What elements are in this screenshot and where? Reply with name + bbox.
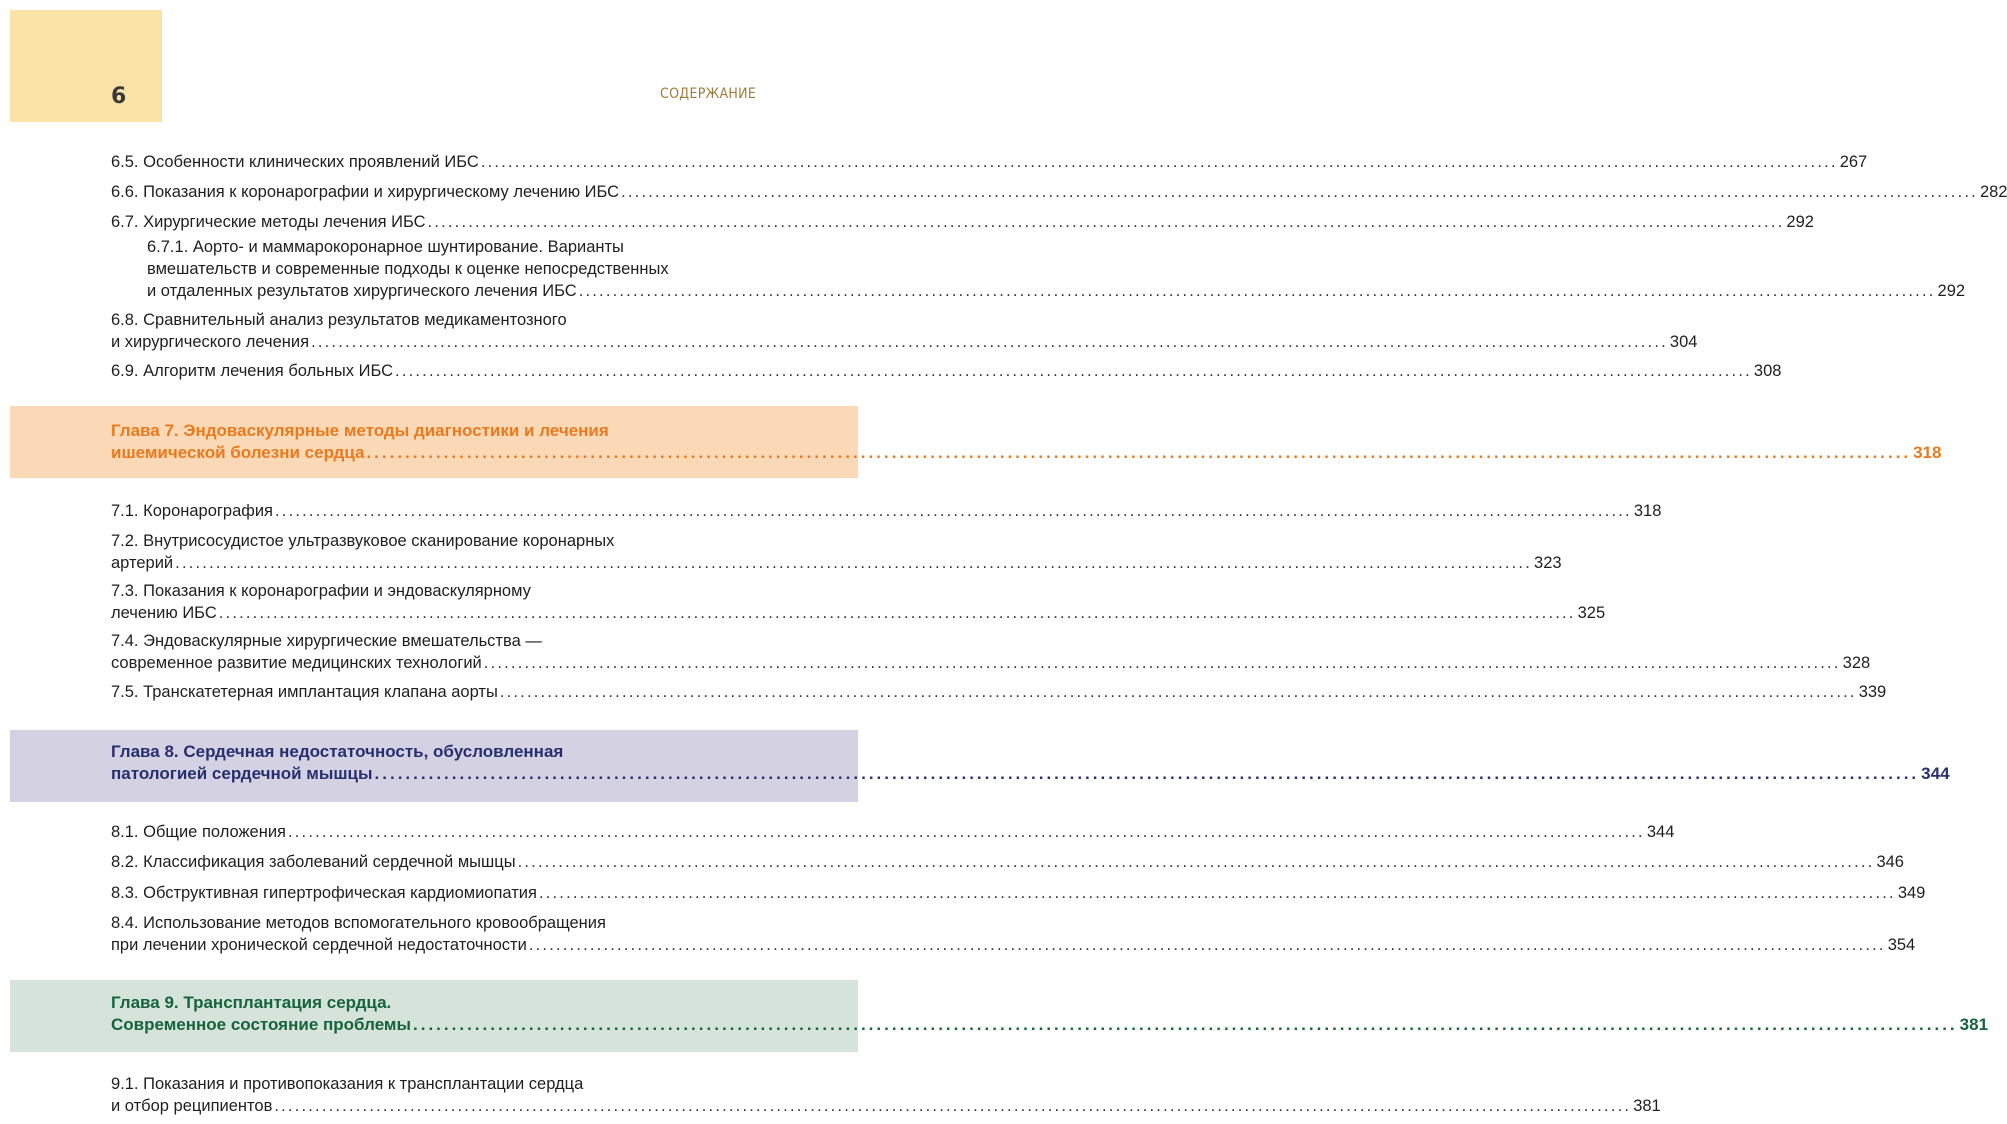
toc-line <box>111 681 1887 703</box>
page-ref: 344 <box>1646 823 1675 841</box>
toc-line <box>111 741 748 763</box>
toc-line-text: и хирургического лечения <box>111 333 310 351</box>
leader-dots: ........................................................................................................................................................................................................ <box>274 1097 1632 1115</box>
toc-line-text: 8.2. Классификация заболеваний сердечной мышцы <box>111 853 516 871</box>
page-ref: 328 <box>1842 654 1871 672</box>
leader-dots: ........................................................................................................................................................................................................ <box>287 823 1645 841</box>
toc-line <box>111 151 1868 173</box>
page-number: 6 <box>111 84 127 109</box>
leader-dots: ........................................................................................................................................................................................................ <box>578 282 1936 300</box>
toc-line-text: 8.3. Обструктивная гипертрофическая кардиомиопатия <box>111 884 537 902</box>
toc-line <box>111 992 748 1014</box>
toc-line-text: современное развитие медицинских технологий <box>111 654 482 672</box>
toc-line-text: Глава 8. Сердечная недостаточность, обусловленная <box>111 742 564 761</box>
page-ref: 344 <box>1921 764 1950 783</box>
running-head: СОДЕРЖАНИЕ <box>660 86 757 102</box>
toc-line-text: ишемической болезни сердца <box>111 443 365 462</box>
toc-line <box>111 211 1814 233</box>
toc-line <box>147 236 750 258</box>
toc-line <box>111 882 1926 904</box>
toc-line-text: 6.9. Алгоритм лечения больных ИБС <box>111 362 394 380</box>
leader-dots: ........................................................................................................................................................................................................ <box>517 853 1875 871</box>
toc-line-text: 6.7. Хирургические методы лечения ИБС <box>111 213 426 231</box>
page-ref: 308 <box>1753 362 1782 380</box>
toc-line-text: и отбор реципиентов <box>111 1097 273 1115</box>
toc-line <box>111 630 750 652</box>
toc-line-text: и отдаленных результатов хирургического лечения ИБС <box>147 282 577 300</box>
leader-dots: ........................................................................................................................................................................................................ <box>528 936 1886 954</box>
page-ref: 318 <box>1913 443 1942 462</box>
leader-dots: ........................................................................................................................................................................................................ <box>218 604 1576 622</box>
toc-entry-7-3[interactable] <box>111 580 1606 624</box>
page-ref: 346 <box>1876 853 1904 871</box>
leader-dots: ........................................................................................................................................................................................................ <box>366 443 1912 462</box>
toc-line-text: артерий <box>111 554 174 572</box>
page-ref: 339 <box>1858 683 1887 701</box>
leader-dots: ........................................................................................................................................................................................................ <box>374 764 1920 783</box>
chapter-7-title[interactable] <box>111 420 1942 464</box>
leader-dots: ........................................................................................................................................................................................................ <box>538 884 1896 902</box>
page-ref: 318 <box>1633 502 1662 520</box>
toc-entry-6-5[interactable] <box>111 151 1868 173</box>
toc-line <box>111 763 1950 785</box>
toc-line-text: 8.1. Общие положения <box>111 823 286 841</box>
toc-line <box>111 851 1904 873</box>
toc-line <box>111 1014 1989 1036</box>
toc-line <box>111 181 2007 203</box>
toc-entry-7-4[interactable] <box>111 630 1871 674</box>
toc-line <box>111 442 1942 464</box>
toc-line <box>111 500 1662 522</box>
chapter-7-heading <box>10 406 1942 478</box>
toc-line-text: 6.8. Сравнительный анализ результатов медикаментозного <box>111 311 567 329</box>
toc-line <box>111 552 1562 574</box>
toc-line-text: лечению ИБС <box>111 604 217 622</box>
toc-line-text: Глава 9. Трансплантация сердца. <box>111 993 392 1012</box>
toc-line <box>111 420 748 442</box>
toc-line <box>111 912 750 934</box>
toc-line <box>147 258 750 280</box>
page-ref: 381 <box>1633 1097 1661 1115</box>
chapter-9-title[interactable] <box>111 992 1989 1036</box>
leader-dots: ........................................................................................................................................................................................................ <box>311 333 1668 351</box>
toc-line-text: 9.1. Показания и противопоказания к трансплантации сердца <box>111 1075 584 1093</box>
page-ref: 292 <box>1937 282 1966 300</box>
toc-line-text: 7.3. Показания к коронарографии и эндоваскулярному <box>111 582 531 600</box>
leader-dots: ........................................................................................................................................................................................................ <box>395 362 1752 380</box>
toc-line-text: 6.5. Особенности клинических проявлений ИБС <box>111 153 479 171</box>
toc-line <box>111 652 1871 674</box>
page-ref: 304 <box>1669 333 1698 351</box>
toc-line-text: 7.1. Коронарография <box>111 502 273 520</box>
toc-entry-7-2[interactable] <box>111 530 1562 574</box>
toc-entry-6-7[interactable] <box>111 211 1814 233</box>
toc-line-text: 8.4. Использование методов вспомогательного кровообращения <box>111 914 606 932</box>
toc-line <box>111 1073 750 1095</box>
leader-dots: ........................................................................................................................................................................................................ <box>175 554 1533 572</box>
toc-line-text: вмешательств и современные подходы к оценке непосредственных <box>147 260 669 278</box>
leader-dots: ........................................................................................................................................................................................................ <box>483 654 1841 672</box>
toc-line-text: 7.5. Транскатетерная имплантация клапана аорты <box>111 683 498 701</box>
page-ref: 267 <box>1839 153 1868 171</box>
toc-entry-8-4[interactable] <box>111 912 1916 956</box>
toc-line-text: патологией сердечной мышцы <box>111 764 373 783</box>
toc-entry-8-2[interactable] <box>111 851 1904 873</box>
page-ref: 282 <box>1979 183 2007 201</box>
toc-line <box>111 934 1916 956</box>
toc-line-text: Современное состояние проблемы <box>111 1015 412 1034</box>
toc-line-text: при лечении хронической сердечной недостаточности <box>111 936 527 954</box>
leader-dots: ........................................................................................................................................................................................................ <box>621 183 1978 201</box>
chapter-8-title[interactable] <box>111 741 1950 785</box>
chapter-9-heading <box>10 980 1989 1052</box>
toc-line-text: 6.6. Показания к коронарографии и хирургическому лечению ИБС <box>111 183 620 201</box>
toc-line <box>111 530 750 552</box>
toc-line <box>111 309 750 331</box>
toc-line <box>111 602 1606 624</box>
toc-entry-6-8[interactable] <box>111 309 1698 353</box>
page-ref: 354 <box>1887 936 1916 954</box>
page-number-box <box>10 10 162 122</box>
page-ref: 323 <box>1534 554 1562 572</box>
chapter-8-heading <box>10 730 1950 802</box>
toc-entry-9-1[interactable] <box>111 1073 1661 1117</box>
toc-entry-8-1[interactable] <box>111 821 1675 843</box>
toc-line-text: 6.7.1. Аорто- и маммарокоронарное шунтирование. Варианты <box>147 238 624 256</box>
toc-line <box>111 331 1698 353</box>
page-ref: 381 <box>1959 1015 1989 1034</box>
toc-line <box>147 280 1966 302</box>
toc-entry-7-5[interactable] <box>111 681 1887 703</box>
page-ref: 325 <box>1577 604 1606 622</box>
leader-dots: ........................................................................................................................................................................................................ <box>499 683 1857 701</box>
toc-line-text: 7.2. Внутрисосудистое ультразвуковое сканирование коронарных <box>111 532 615 550</box>
toc-line <box>111 821 1675 843</box>
toc-line <box>111 580 750 602</box>
toc-entry-6-6[interactable] <box>111 181 2007 203</box>
toc-line-text: 7.4. Эндоваскулярные хирургические вмешательства — <box>111 632 542 650</box>
toc-entry-6-7-1[interactable] <box>147 236 1966 302</box>
page-ref: 292 <box>1786 213 1814 231</box>
leader-dots: ........................................................................................................................................................................................................ <box>480 153 1838 171</box>
leader-dots: ........................................................................................................................................................................................................ <box>275 502 1632 520</box>
toc-line <box>111 360 1782 382</box>
toc-entry-6-9[interactable] <box>111 360 1782 382</box>
toc-entry-7-1[interactable] <box>111 500 1662 522</box>
page-ref: 349 <box>1897 884 1926 902</box>
toc-line-text: Глава 7. Эндоваскулярные методы диагностики и лечения <box>111 421 609 440</box>
toc-line <box>111 1095 1661 1117</box>
leader-dots: ........................................................................................................................................................................................................ <box>413 1015 1958 1034</box>
toc-entry-8-3[interactable] <box>111 882 1926 904</box>
leader-dots: ........................................................................................................................................................................................................ <box>427 213 1785 231</box>
